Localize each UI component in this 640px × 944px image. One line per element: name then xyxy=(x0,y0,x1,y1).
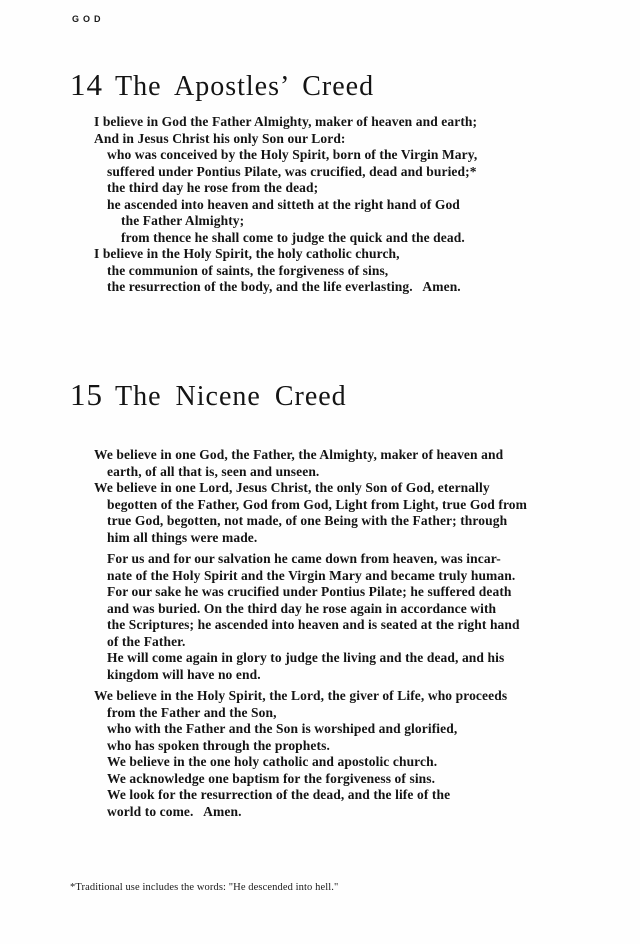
creed-line: I believe in the Holy Spirit, the holy catholic church, xyxy=(94,246,400,261)
creed-line: suffered under Pontius Pilate, was crucified, dead and buried;* xyxy=(107,163,477,179)
creed-line: nate of the Holy Spirit and the Virgin Mary and became truly human. xyxy=(107,567,516,583)
creed-line: who was conceived by the Holy Spirit, born of the Virgin Mary, xyxy=(107,147,478,162)
creed-line: who has spoken through the prophets. xyxy=(107,737,330,753)
creed-line: the Scriptures; he ascended into heaven and is seated at the right hand xyxy=(107,617,520,632)
creed-line: He will come again in glory to judge the living and the dead, and his xyxy=(107,650,505,665)
creed-line: the communion of saints, the forgiveness of sins, xyxy=(107,262,389,278)
creed-text-nicene xyxy=(94,447,610,820)
creed-line: and was buried. On the third day he rose again in accordance with xyxy=(107,600,497,616)
creed-text-apostles xyxy=(94,114,610,296)
creed-line: For us and for our salvation he came down from heaven, was incar- xyxy=(107,551,501,566)
creed-line: We look for the resurrection of the dead, and the life of the xyxy=(107,787,451,802)
section-number: 14 xyxy=(70,67,103,102)
creed-line: who with the Father and the Son is worshiped and glorified, xyxy=(107,721,458,736)
section-title: The Nicene Creed xyxy=(115,381,347,412)
section-title: The Apostles’ Creed xyxy=(115,71,375,102)
creed-line: And in Jesus Christ his only Son our Lord: xyxy=(94,130,346,146)
running-head: GOD xyxy=(72,14,105,24)
creed-line: We believe in one God, the Father, the Almighty, maker of heaven and xyxy=(94,447,504,462)
creed-line: We believe in the one holy catholic and apostolic church. xyxy=(107,754,438,769)
section-heading xyxy=(70,68,610,101)
section-number: 15 xyxy=(70,377,103,412)
creed-line: the third day he rose from the dead; xyxy=(107,180,319,195)
section-heading xyxy=(70,378,610,411)
creed-line: kingdom will have no end. xyxy=(107,666,261,682)
creed-line: the resurrection of the body, and the life everlasting. Amen. xyxy=(107,279,461,294)
creed-line: the Father Almighty; xyxy=(121,213,245,228)
creed-line: We acknowledge one baptism for the forgiveness of sins. xyxy=(107,770,436,786)
creed-line: We believe in one Lord, Jesus Christ, the only Son of God, eternally xyxy=(94,480,490,495)
creed-line: true God, begotten, not made, of one Being with the Father; through xyxy=(107,513,508,528)
creed-line: earth, of all that is, seen and unseen. xyxy=(107,463,320,479)
creed-line: world to come. Amen. xyxy=(107,803,242,819)
creed-line: from thence he shall come to judge the quick and the dead. xyxy=(121,229,465,245)
section-apostles-creed xyxy=(70,68,610,296)
section-nicene-creed xyxy=(70,378,610,820)
creed-line: We believe in the Holy Spirit, the Lord, the giver of Life, who proceeds xyxy=(94,688,508,703)
creed-line: of the Father. xyxy=(107,633,186,649)
creed-line: from the Father and the Son, xyxy=(107,704,277,720)
creed-line: I believe in God the Father Almighty, maker of heaven and earth; xyxy=(94,114,478,129)
creed-line: he ascended into heaven and sitteth at the right hand of God xyxy=(107,196,460,212)
creed-line: him all things were made. xyxy=(107,529,258,545)
creed-line: begotten of the Father, God from God, Light from Light, true God from xyxy=(107,496,528,512)
footnote: *Traditional use includes the words: "He descended into hell." xyxy=(70,882,339,893)
creed-line: For our sake he was crucified under Pontius Pilate; he suffered death xyxy=(107,584,512,599)
